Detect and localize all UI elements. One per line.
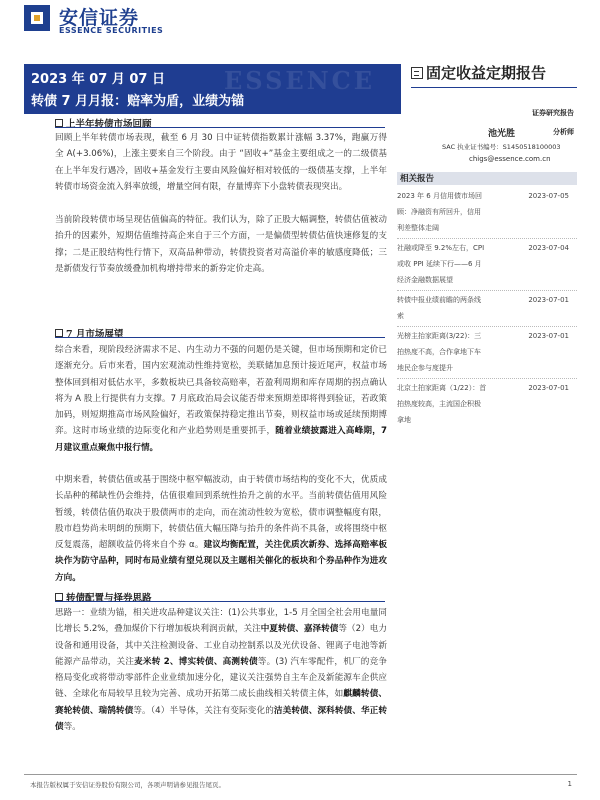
logo-mark-icon <box>24 5 50 31</box>
related-report-title: 社融或降至 9.2%左右，CPI 或收 PPI 延续下行——6 月 经济金融数据展望 <box>397 244 485 284</box>
highlight-text: 麒麟转债、赛轮转债、瑞鹄转债 <box>55 689 387 716</box>
paragraph-allocation: 思路一：业绩为锚，相关进攻品种建议关注：(1)公共事业，1-5 月全国全社会用电量同比增长 5.2%，叠加煤价下行增加板块利润贡献，关注中夏转债、嘉泽转债等（2）电力设备和通用设备，其中关注检测设备、工业自动控制系以及光伏设备、锂离子电池等新能源产品带动，关注麦米转 2、博实转债、高测转债等。(3) 汽车零配件，机厂的竞争格局变化或将带动零部件企业业绩加速分化，建议关注强势自主车企及新能源车企供应链、全球化布局较早且较为完善、成功开拓第二成长曲线相关转债主体，如麒麟转债、赛轮转债、瑞鹄转债等。（4）半导体，关注有变际变化的洁美转债、深科转债、华正转债等。 <box>55 608 387 733</box>
related-separator <box>397 238 577 239</box>
paragraph-valuation: 当前阶段转债市场呈现估值偏高的特征。我们认为，除了正股大幅调整，转债估值被动抬升的因素外，短期估值维持高企来自于三个方面，一是偏债型转债估值快速修复的支撑；二是正股结构性行情下，双高品种带动，转债投资者对高溢价率的敏感度降低；三是新债发行节奏放缓叠加机构增持带来的新券定价走高。 <box>55 215 387 274</box>
paragraph-review: 回顾上半年转债市场表现，截至 6 月 30 日中证转债指数累计涨幅 3.37%，跑赢万得全 A(+3.06%)，上涨主要来自三个阶段。由于 “固收+”基金主要组成之一的二级债基在上半年发行遇冷，固收+基金发行主要由风险偏好相对较低的一级债基支撑，上半年转债市场资金流入斜率放缓，增量空间有限，存量博弈下小盘转债表现突出。 <box>55 133 387 192</box>
related-reports-header <box>397 172 577 185</box>
footer-divider <box>24 774 577 775</box>
related-separator <box>397 290 577 291</box>
report-type <box>411 62 546 83</box>
department-label: 证券研究报告 <box>532 109 574 117</box>
related-reports-title: 相关报告 <box>400 174 435 184</box>
section-divider <box>55 127 385 128</box>
section-divider <box>55 601 385 602</box>
highlight-text: 建议均衡配置，关注优质次新券、选择高赔率板块作为防守品种，同时布局业绩有望兑现以及主题相关催化的板块和个券品种作为进攻方向。 <box>55 540 387 583</box>
section-bullet-icon <box>55 119 63 127</box>
section-bullet-icon <box>55 593 63 601</box>
related-report-title: 光榜主抬家距离(3/22)：三 拍热度不高，合作拿地下车 地民企参与度提升 <box>397 332 482 372</box>
analyst-role: 分析师 <box>553 128 574 136</box>
report-type-label: 固定收益定期报告 <box>426 64 547 82</box>
logo-name-en: ESSENCE SECURITIES <box>59 26 164 35</box>
related-report-date: 2023-07-01 <box>528 384 569 392</box>
logo-name-cn: 安信证券 <box>59 7 140 29</box>
related-report-date: 2023-07-01 <box>528 332 569 340</box>
analyst-name: 池光胜 <box>488 129 516 139</box>
related-report-date: 2023-07-04 <box>528 244 569 252</box>
related-report-date: 2023-07-05 <box>528 192 569 200</box>
title-banner <box>24 64 401 114</box>
related-report-title: 北京土拍家距离（1/22）：首 拍热度较高，主流国企积极 拿地 <box>397 384 487 424</box>
related-separator <box>397 326 577 327</box>
paragraph-midterm: 中期来看，转债估值或基于围绕中枢窄幅波动，由于转债市场结构的变化不大，优质成长品种的稀缺性仍会维持，估值很难回到系统性抬升之前的水平。当前转债估值用风险暂缓，转债估值仍取决于股债两市的走向，而在流动性较为宽松，债市调整幅度有限，股市趋势尚未明朗的预期下，转债估值大幅压降与抬升的条件尚不具备，或将围绕中枢反复震荡，超额收益仍将来自个券 α。建议均衡配置，关注优质次新券、选择高赔率板块作为防守品种，同时布局业绩有望兑现以及主题相关催化的板块和个券品种作为进攻方向。 <box>55 475 387 583</box>
report-type-icon <box>411 67 423 79</box>
report-type-divider <box>411 87 577 88</box>
related-report-title: 转债中报业绩前瞻的两条线 索 <box>397 296 481 320</box>
banner-watermark: ESSENCE <box>224 66 376 95</box>
section-bullet-icon <box>55 329 63 337</box>
related-separator <box>397 378 577 379</box>
analyst-email[interactable]: chigs@essence.com.cn <box>469 155 551 163</box>
highlight-text: 麦米转 2、博实转债、高测转债 <box>134 656 258 667</box>
paragraph-outlook: 综合来看，现阶段经济需求不足、内生动力不强的问题仍是关键，但市场预期和定价已逐渐充分。后市来看，国内宏观流动性维持宽松，美联储加息预计接近尾声，权益市场整体回到相对低估水平，多数板块已具备较高赔率，若盈利周期和库存周期的拐点确认将为 A 股上行提供有力支撑。7 月底政治局会议能否带来预期差即将得到验证，若政策加码，则短期推高市场风险偏好，若政策保持稳定推出节奏，则权益市场或延续预期博弈。这时市场业绩的边际变化和产业趋势则是重要抓手，随着业绩披露进入高峰期，7 月建议重点聚焦中报行情。 <box>55 345 387 453</box>
section-heading-allocation: 转债配置与择券思路 <box>55 586 152 605</box>
analyst-sac-id: SAC 执业证书编号：S1450518100003 <box>442 143 561 151</box>
section-heading-review: 上半年转债市场回顾 <box>55 112 152 131</box>
highlight-text: 随着业绩披露进入高峰期，7 月建议重点聚焦中报行情。 <box>55 426 387 453</box>
section-heading-outlook: 7 月市场展望 <box>55 322 123 341</box>
related-report-date: 2023-07-01 <box>528 296 569 304</box>
report-date: 2023 年 07 月 07 日 <box>31 72 165 87</box>
report-title: 转债 7 月月报：赔率为盾，业绩为锚 <box>31 94 245 109</box>
section-divider <box>55 337 385 338</box>
related-report-title: 2023 年 6 月信用债市场回 顾：净融资有所回升，信用 利差整体走阔 <box>397 192 482 232</box>
highlight-text: 洁美转债、深科转债、华正转债 <box>55 705 387 733</box>
page-number: 1 <box>567 780 572 788</box>
footer-disclaimer: 本报告版权属于安信证券股份有限公司，各项声明请参见报告尾页。 <box>30 781 225 789</box>
highlight-text: 中夏转债、嘉泽转债 <box>260 624 339 635</box>
